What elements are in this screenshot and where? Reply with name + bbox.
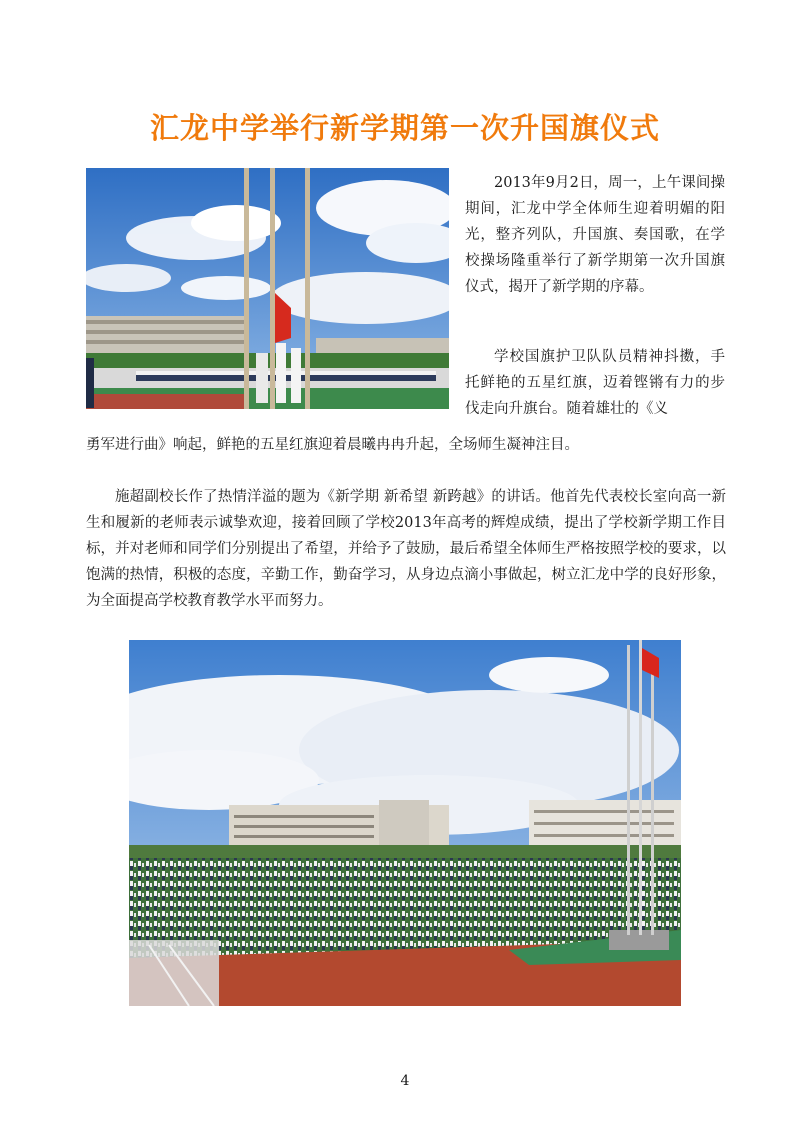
assembly-field-photo — [129, 640, 681, 1006]
paragraph-3: 施超副校长作了热情洋溢的题为《新学期 新希望 新跨越》的讲话。他首先代表校长室向高一新生和履新的老师表示诚挚欢迎，接着回顾了学校2013年高考的辉煌成绩，提出了学校新学期工作目标，并对老师和同学们分别提出了希望，并给予了鼓励，最后希望全体师生严格按照学校的要求，以饱满的热情，积极的态度，辛勤工作，勤奋学习，从身边点滴小事做起，树立汇龙中学的良好形象，为全面提高学校教育教学水平而努力。 — [86, 489, 726, 609]
flag-raising-photo — [86, 168, 449, 409]
page-number: 4 — [400, 1073, 410, 1089]
article-title: 汇龙中学举行新学期第一次升国旗仪式 — [149, 111, 660, 145]
paragraph-1: 2013年9月2日，周一，上午课间操期间，汇龙中学全体师生迎着明媚的阳光，整齐列队，升国旗、奏国歌，在学校操场隆重举行了新学期第一次升国旗仪式，揭开了新学期的序幕。 — [465, 175, 725, 295]
paragraph-2-part-a: 学校国旗护卫队队员精神抖擞，手托鲜艳的五星红旗，迈着铿锵有力的步伐走向升旗台。随着雄壮的《义 — [465, 349, 725, 417]
paragraph-2-part-b: 勇军进行曲》响起，鲜艳的五星红旗迎着晨曦冉冉升起，全场师生凝神注目。 — [86, 437, 579, 453]
